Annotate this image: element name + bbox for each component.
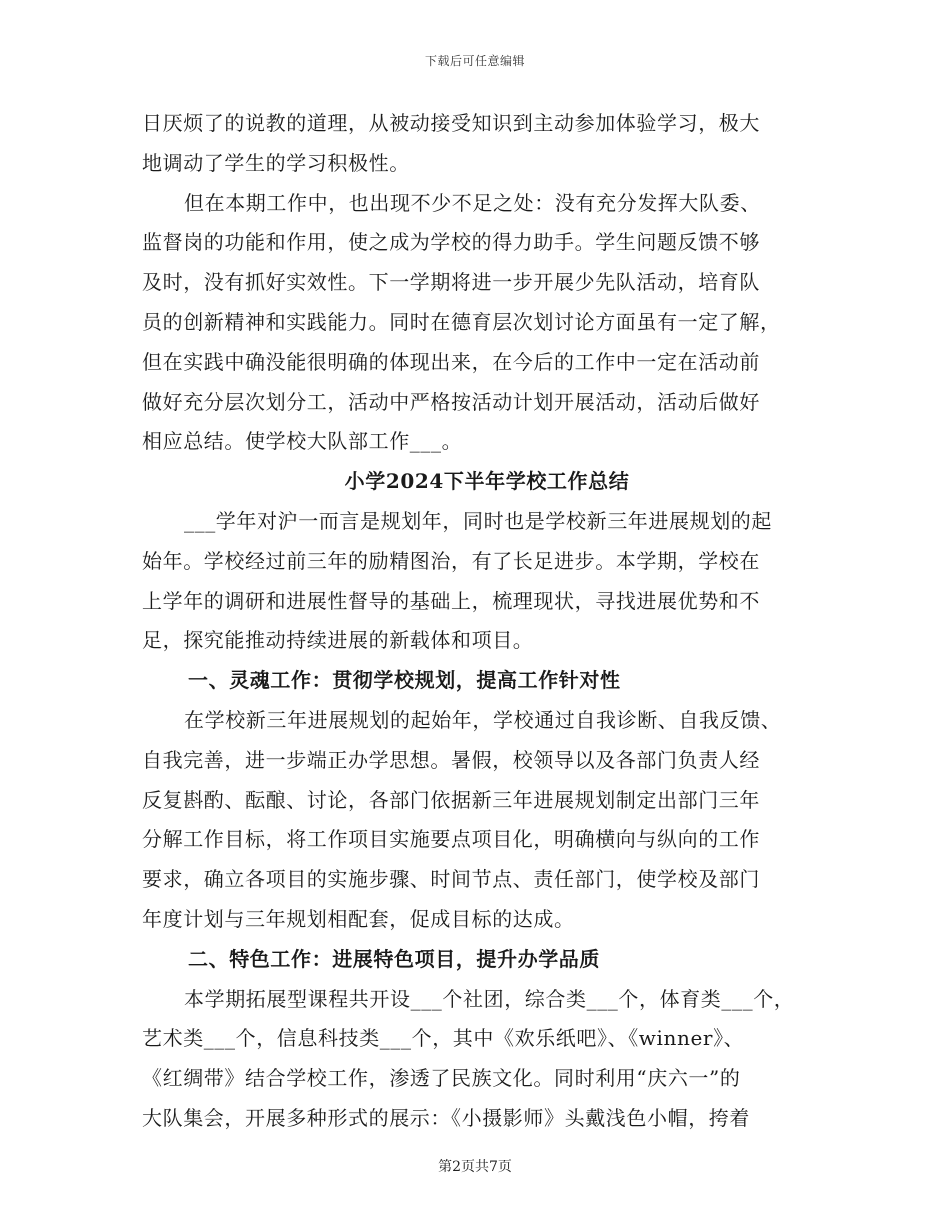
text-line: 自我完善，进一步端正办学思想。暑假，校领导以及各部门负责人经 [142,747,760,772]
text-line: 及时，没有抓好实效性。下一学期将进一步开展少先队活动，培育队 [142,270,760,295]
text-line: 分解工作目标，将工作项目实施要点项目化，明确横向与纵向的工作 [142,827,760,852]
document-body [142,104,822,1139]
text-line: 年度计划与三年规划相配套，促成目标的达成。 [142,906,575,931]
section-heading: 一、灵魂工作：贯彻学校规划，提高工作针对性 [188,668,621,693]
text-line: 日厌烦了的说教的道理，从被动接受知识到主动参加体验学习，极大 [142,111,760,135]
text-line: 要求，确立各项目的实施步骤、时间节点、责任部门，使学校及部门 [142,867,760,892]
text-line: 足，探究能推动持续进展的新载体和项目。 [142,628,534,653]
text-line: 监督岗的功能和作用，使之成为学校的得力助手。学生问题反馈不够 [142,230,760,255]
text-line: 但在本期工作中，也出现不少不足之处：没有充分发挥大队委、 [184,190,761,215]
text-line: ___学年对沪一而言是规划年，同时也是学校新三年进展规划的起 [184,508,772,533]
text-line: 艺术类___个，信息科技类___个，其中《欢乐纸吧》、《winner》、 [142,1026,745,1051]
text-line: 反复斟酌、酝酿、讨论，各部门依据新三年进展规划制定出部门三年 [142,787,760,812]
document-title: 小学2024下半年学校工作总结 [344,469,630,494]
page-footer: 第2页共7页 [438,1159,512,1175]
text-line: 员的创新精神和实践能力。同时在德育层次划讨论方面虽有一定了解， [142,309,781,334]
text-line: 本学期拓展型课程共开设___个社团，综合类___个，体育类___个， [184,986,795,1011]
text-line: 上学年的调研和进展性督导的基础上，梳理现状，寻找进展优势和不 [142,588,760,613]
page-header: 下载后可任意编辑 [424,54,525,68]
text-line: 相应总结。使学校大队部工作___。 [142,429,463,454]
text-line: 大队集会，开展多种形式的展示：《小摄影师》头戴浅色小帽，挎着 [142,1105,750,1130]
text-line: 但在实践中确没能很明确的体现出来，在今后的工作中一定在活动前 [142,349,760,374]
section-heading: 二、特色工作：进展特色项目，提升办学品质 [188,946,600,971]
text-line: 在学校新三年进展规划的起始年，学校通过自我诊断、自我反馈、 [184,707,782,732]
text-line: 《红绸带》结合学校工作，渗透了民族文化。同时利用“庆六一”的 [142,1066,741,1091]
text-line: 做好充分层次划分工，活动中严格按活动计划开展活动，活动后做好 [142,389,760,414]
text-line: 地调动了学生的学习积极性。 [142,150,410,175]
text-line: 始年。学校经过前三年的励精图治，有了长足进步。本学期，学校在 [142,548,760,573]
